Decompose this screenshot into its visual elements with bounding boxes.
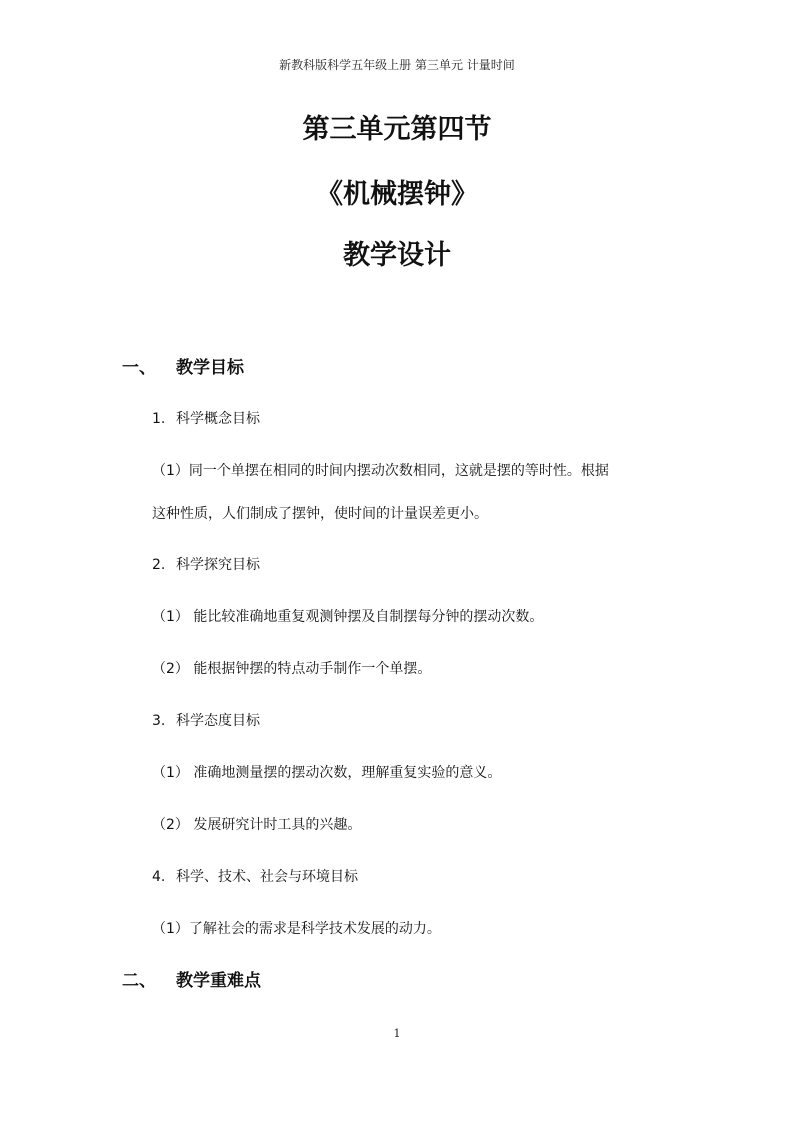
subsection-number: 1. [152, 411, 166, 427]
paragraph-line: 这种性质，人们制成了摆钟，使时间的计量误差更小。 [152, 506, 488, 522]
section-number: 二、 [122, 971, 156, 991]
subsection-number: 3. [152, 713, 166, 729]
subsection-title: 科学、技术、社会与环境目标 [176, 869, 358, 885]
title-unit-section: 第三单元第四节 [302, 114, 492, 145]
subsection-title: 科学探究目标 [176, 557, 260, 573]
subsection-title: 科学态度目标 [176, 713, 260, 729]
running-header: 新教科版科学五年级上册 第三单元 计量时间 [279, 58, 515, 72]
page-number: 1 [393, 1027, 401, 1040]
subsection-heading-inquiry [152, 555, 260, 575]
list-item: （2） 能根据钟摆的特点动手制作一个单摆。 [152, 661, 432, 677]
paragraph-line: （1）同一个单摆在相同的时间内摆动次数相同，这就是摆的等时性。根据 [152, 463, 609, 479]
subsection-title: 科学概念目标 [176, 411, 260, 427]
subsection-heading-concept [152, 409, 260, 429]
list-item: （1）了解社会的需求是科学技术发展的动力。 [152, 921, 441, 937]
section-title: 教学重难点 [176, 971, 261, 991]
subsection-number: 2. [152, 557, 166, 573]
title-lesson-name: 《机械摆钟》 [316, 179, 478, 210]
subsection-number: 4. [152, 869, 166, 885]
list-item: （1） 能比较准确地重复观测钟摆及自制摆每分钟的摆动次数。 [152, 609, 544, 625]
section-number: 一、 [122, 358, 156, 378]
subsection-heading-attitude [152, 711, 260, 731]
section-heading-key-points [122, 969, 261, 993]
list-item: （1） 准确地测量摆的摆动次数，理解重复实验的意义。 [152, 765, 502, 781]
list-item: （2） 发展研究计时工具的兴趣。 [152, 817, 362, 833]
title-teaching-design: 教学设计 [343, 240, 451, 271]
section-title: 教学目标 [176, 358, 244, 378]
section-heading-objectives [122, 356, 244, 380]
subsection-heading-stse [152, 867, 358, 887]
